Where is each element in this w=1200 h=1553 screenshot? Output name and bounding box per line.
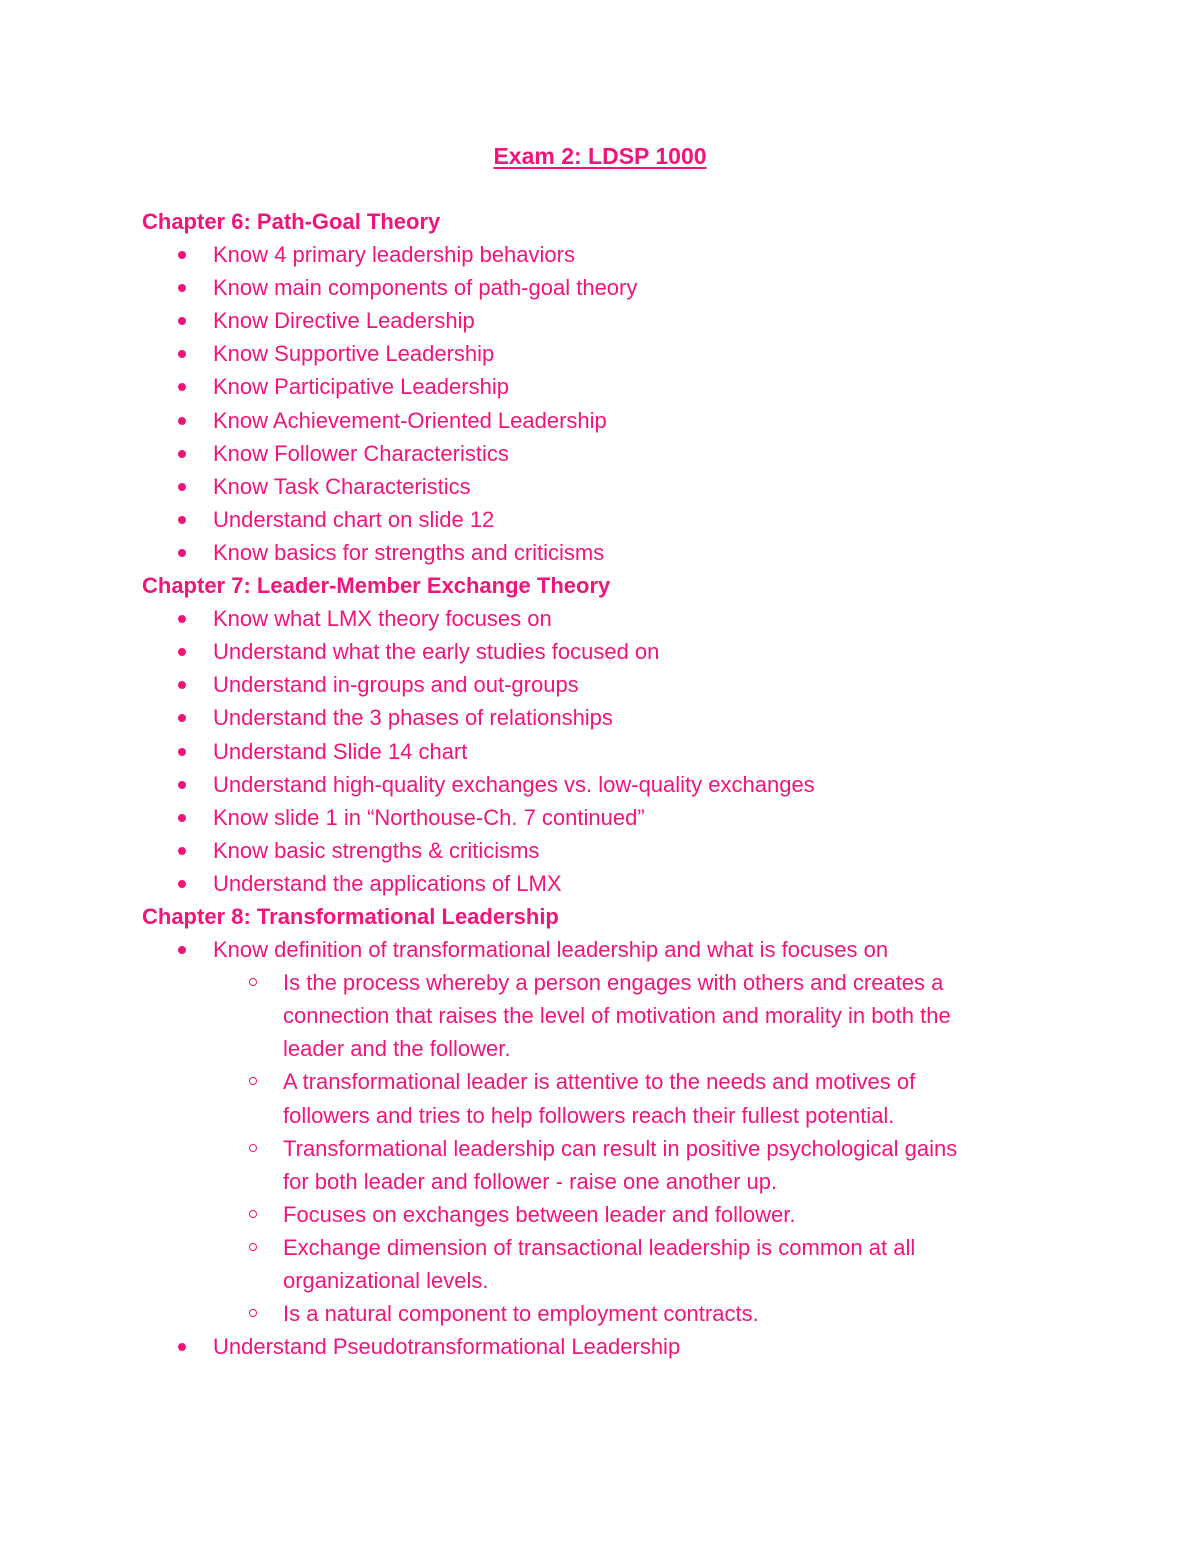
bullet-icon xyxy=(178,483,186,491)
list-item xyxy=(142,337,1142,370)
chapter-8-section xyxy=(142,900,1142,1363)
list-item-text: Know slide 1 in “Northouse-Ch. 7 continued” xyxy=(213,804,645,830)
bullet-icon xyxy=(178,847,186,855)
list-item xyxy=(142,735,1142,768)
list-item xyxy=(142,271,1142,304)
bullet-icon xyxy=(178,417,186,425)
sub-list-item xyxy=(213,1297,973,1330)
bullet-icon xyxy=(178,814,186,822)
list-item-text: Understand Slide 14 chart xyxy=(213,738,468,764)
sub-list xyxy=(213,966,1142,1330)
sub-list-item xyxy=(213,1065,973,1131)
sub-list-item-text: A transformational leader is attentive to the needs and motives of followers and tries to help followers reach their fullest potential. xyxy=(283,1069,916,1128)
document-body xyxy=(142,205,1142,1363)
list-item xyxy=(142,1330,1142,1363)
list-item-text: Know Task Characteristics xyxy=(213,473,471,499)
bullet-icon xyxy=(178,1343,186,1351)
list-item xyxy=(142,602,1142,635)
list-item-text: Understand the 3 phases of relationships xyxy=(213,705,613,731)
list-item-text: Know 4 primary leadership behaviors xyxy=(213,242,575,268)
bullet-icon xyxy=(178,450,186,458)
bullet-icon xyxy=(178,284,186,292)
list-item xyxy=(142,370,1142,403)
document-title: Exam 2: LDSP 1000 xyxy=(493,143,707,169)
list-item xyxy=(142,304,1142,337)
chapter-6-section xyxy=(142,205,1142,569)
list-item-text: Know basics for strengths and criticisms xyxy=(213,539,605,565)
list-item-text: Know Participative Leadership xyxy=(213,374,509,400)
hollow-bullet-icon xyxy=(249,1243,257,1251)
sub-list-item xyxy=(213,1198,973,1231)
list-item xyxy=(142,668,1142,701)
chapter-heading: Chapter 8: Transformational Leadership xyxy=(142,903,559,929)
hollow-bullet-icon xyxy=(249,978,257,986)
hollow-bullet-icon xyxy=(249,1077,257,1085)
list-item-text: Understand what the early studies focused on xyxy=(213,639,660,665)
bullet-icon xyxy=(178,350,186,358)
hollow-bullet-icon xyxy=(249,1144,257,1152)
bullet-icon xyxy=(178,317,186,325)
sub-list-item-text: Focuses on exchanges between leader and follower. xyxy=(283,1201,796,1227)
list-item xyxy=(142,801,1142,834)
hollow-bullet-icon xyxy=(249,1309,257,1317)
sub-list-item-text: Is the process whereby a person engages with others and creates a connection that raises the level of motivation and morality in both the leader and the follower. xyxy=(283,970,951,1062)
list-item xyxy=(142,470,1142,503)
chapter-6-list xyxy=(142,238,1142,569)
chapter-heading: Chapter 7: Leader-Member Exchange Theory xyxy=(142,573,611,599)
chapter-7-section xyxy=(142,569,1142,900)
list-item-text: Know main components of path-goal theory xyxy=(213,275,638,301)
list-item xyxy=(142,503,1142,536)
list-item xyxy=(142,238,1142,271)
bullet-icon xyxy=(178,615,186,623)
list-item-text: Understand Pseudotransformational Leadership xyxy=(213,1334,681,1360)
list-item-text: Understand chart on slide 12 xyxy=(213,506,495,532)
list-item-text: Know definition of transformational leadership and what is focuses on xyxy=(213,937,889,963)
bullet-icon xyxy=(178,748,186,756)
bullet-icon xyxy=(178,549,186,557)
bullet-icon xyxy=(178,880,186,888)
sub-list-item-text: Transformational leadership can result in positive psychological gains for both leader and follower - raise one another up. xyxy=(283,1135,958,1194)
list-item xyxy=(142,404,1142,437)
chapter-8-list xyxy=(142,933,1142,1363)
list-item xyxy=(142,437,1142,470)
sub-list-item-text: Is a natural component to employment contracts. xyxy=(283,1301,759,1327)
bullet-icon xyxy=(178,516,186,524)
list-item xyxy=(142,536,1142,569)
bullet-icon xyxy=(178,714,186,722)
list-item xyxy=(142,834,1142,867)
sub-list-item xyxy=(213,1132,973,1198)
bullet-icon xyxy=(178,946,186,954)
hollow-bullet-icon xyxy=(249,1210,257,1218)
list-item-text: Understand high-quality exchanges vs. low-quality exchanges xyxy=(213,771,815,797)
list-item xyxy=(142,933,1142,1330)
bullet-icon xyxy=(178,383,186,391)
list-item xyxy=(142,701,1142,734)
list-item-text: Know Supportive Leadership xyxy=(213,341,495,367)
bullet-icon xyxy=(178,781,186,789)
list-item-text: Understand the applications of LMX xyxy=(213,870,562,896)
chapter-7-list xyxy=(142,602,1142,900)
list-item-text: Understand in-groups and out-groups xyxy=(213,672,579,698)
list-item xyxy=(142,867,1142,900)
sub-list-item xyxy=(213,1231,973,1297)
sub-list-item xyxy=(213,966,973,1065)
bullet-icon xyxy=(178,648,186,656)
list-item xyxy=(142,635,1142,668)
list-item-text: Know Achievement-Oriented Leadership xyxy=(213,407,607,433)
list-item xyxy=(142,768,1142,801)
list-item-text: Know Follower Characteristics xyxy=(213,440,509,466)
list-item-text: Know basic strengths & criticisms xyxy=(213,837,540,863)
bullet-icon xyxy=(178,681,186,689)
list-item-text: Know Directive Leadership xyxy=(213,308,475,334)
chapter-heading: Chapter 6: Path-Goal Theory xyxy=(142,209,441,234)
list-item-text: Know what LMX theory focuses on xyxy=(213,606,552,632)
bullet-icon xyxy=(178,251,186,259)
sub-list-item-text: Exchange dimension of transactional leadership is common at all organizational levels. xyxy=(283,1234,916,1293)
